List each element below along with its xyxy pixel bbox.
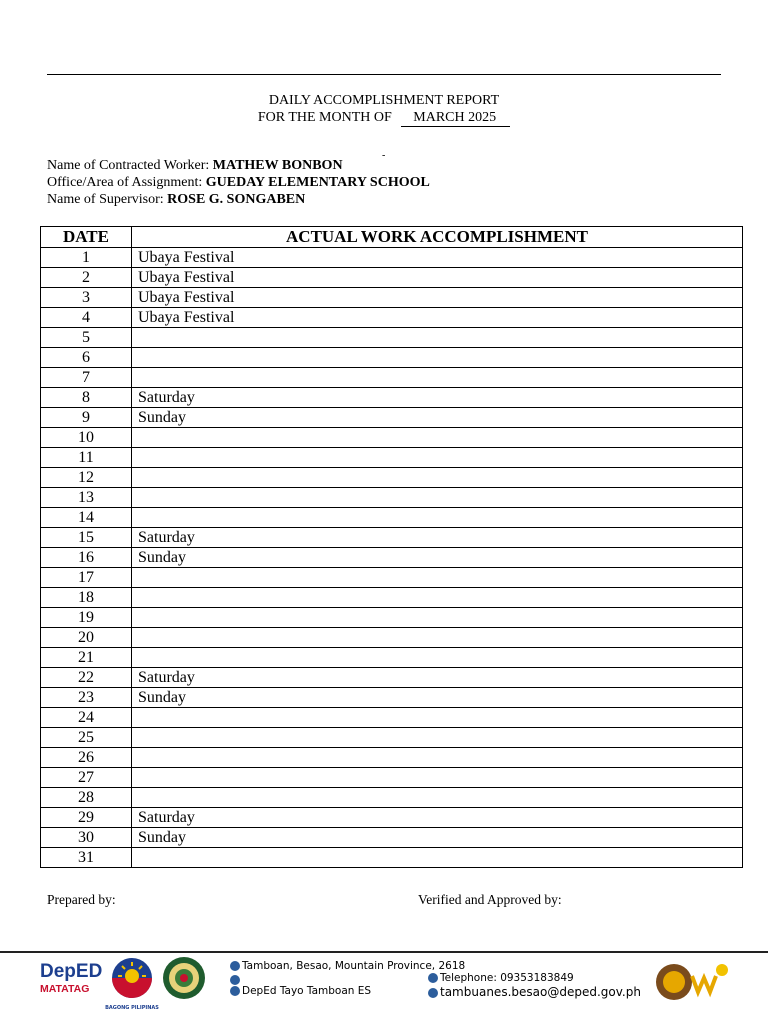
table-row [41, 428, 743, 448]
date-cell: 21 [41, 648, 132, 668]
email-line [428, 985, 641, 999]
work-cell [132, 588, 743, 608]
date-cell: 8 [41, 388, 132, 408]
table-header-row [41, 227, 743, 248]
table-row [41, 408, 743, 428]
work-cell [132, 708, 743, 728]
date-cell: 28 [41, 788, 132, 808]
month-prefix: FOR THE MONTH OF [257, 110, 392, 125]
table-row [41, 648, 743, 668]
table-row [41, 308, 743, 328]
worker-name: MATHEW BONBON [212, 158, 343, 173]
work-cell [132, 788, 743, 808]
table-row [41, 528, 743, 548]
worker-line [47, 158, 343, 174]
date-cell: 22 [41, 668, 132, 688]
telephone-line [428, 972, 574, 984]
table-row [41, 328, 743, 348]
date-cell: 4 [41, 308, 132, 328]
date-cell: 10 [41, 428, 132, 448]
date-cell: 23 [41, 688, 132, 708]
work-cell [132, 328, 743, 348]
work-cell: Saturday [132, 808, 743, 828]
work-cell [132, 608, 743, 628]
email-icon [428, 988, 438, 998]
table-row [41, 768, 743, 788]
work-cell: Sunday [132, 828, 743, 848]
table-row [41, 788, 743, 808]
date-cell: 16 [41, 548, 132, 568]
footer-rule [0, 951, 768, 953]
work-cell: Ubaya Festival [132, 248, 743, 268]
work-cell [132, 488, 743, 508]
work-cell [132, 728, 743, 748]
table-row [41, 348, 743, 368]
date-cell: 17 [41, 568, 132, 588]
date-cell: 18 [41, 588, 132, 608]
table-row [41, 808, 743, 828]
table-row [41, 508, 743, 528]
office-name: GUEDAY ELEMENTARY SCHOOL [205, 175, 430, 190]
date-cell: 20 [41, 628, 132, 648]
work-cell [132, 468, 743, 488]
work-cell: Sunday [132, 408, 743, 428]
table-row [41, 568, 743, 588]
facebook-text: DepEd Tayo Tamboan ES [242, 985, 372, 997]
table-row [41, 288, 743, 308]
date-cell: 25 [41, 728, 132, 748]
bagong-pilipinas-logo [104, 956, 160, 1011]
work-cell [132, 768, 743, 788]
month-line [0, 110, 768, 127]
top-rule [47, 74, 721, 75]
office-line [47, 175, 430, 191]
work-cell [132, 628, 743, 648]
work-cell: Saturday [132, 388, 743, 408]
deped-seal-logo [162, 956, 206, 1005]
gaws-emblem [652, 958, 732, 1004]
table-row [41, 548, 743, 568]
matatag-text: MATATAG [40, 983, 90, 995]
table-row [41, 628, 743, 648]
work-cell [132, 348, 743, 368]
table-row [41, 448, 743, 468]
work-cell [132, 368, 743, 388]
work-cell [132, 568, 743, 588]
date-cell: 14 [41, 508, 132, 528]
verified-by-label: Verified and Approved by: [418, 892, 562, 907]
date-cell: 26 [41, 748, 132, 768]
work-cell: Ubaya Festival [132, 268, 743, 288]
work-column-header: ACTUAL WORK ACCOMPLISHMENT [132, 227, 743, 248]
telephone-text: Telephone: 09353183849 [440, 972, 574, 984]
date-cell: 24 [41, 708, 132, 728]
date-cell: 9 [41, 408, 132, 428]
date-cell: 29 [41, 808, 132, 828]
office-label: Office/Area of Assignment: [47, 175, 203, 190]
email-text: tambuanes.besao@deped.gov.ph [440, 985, 641, 999]
work-cell: Saturday [132, 668, 743, 688]
date-cell: 13 [41, 488, 132, 508]
phone-icon [428, 973, 438, 983]
location-pin-icon [230, 961, 240, 971]
table-row [41, 748, 743, 768]
table-row [41, 488, 743, 508]
table-row [41, 728, 743, 748]
date-cell: 7 [41, 368, 132, 388]
work-cell [132, 448, 743, 468]
web-icon [230, 975, 240, 985]
table-row [41, 668, 743, 688]
supervisor-name: ROSE G. SONGABEN [167, 192, 306, 207]
gaws-logo [652, 958, 732, 1009]
work-cell [132, 648, 743, 668]
date-cell: 1 [41, 248, 132, 268]
date-cell: 31 [41, 848, 132, 868]
date-cell: 6 [41, 348, 132, 368]
table-row [41, 688, 743, 708]
deped-matatag-logo [40, 960, 103, 1008]
table-row [41, 828, 743, 848]
date-cell: 11 [41, 448, 132, 468]
accomplishment-table [40, 226, 743, 868]
work-cell: Saturday [132, 528, 743, 548]
date-cell: 27 [41, 768, 132, 788]
facebook-icon [230, 986, 240, 996]
address-line [230, 960, 465, 972]
table-row [41, 268, 743, 288]
report-title: DAILY ACCOMPLISHMENT REPORT [268, 93, 500, 108]
table-row [41, 588, 743, 608]
work-cell: Ubaya Festival [132, 308, 743, 328]
bagong-pilipinas-text: BAGONG PILIPINAS [105, 1005, 159, 1011]
work-cell [132, 748, 743, 768]
date-cell: 5 [41, 328, 132, 348]
work-cell: Ubaya Festival [132, 288, 743, 308]
table-row [41, 708, 743, 728]
bagong-pilipinas-emblem [104, 956, 160, 1000]
table-row [41, 848, 743, 868]
table-row [41, 248, 743, 268]
date-cell: 3 [41, 288, 132, 308]
facebook-line [230, 985, 371, 997]
date-cell: 30 [41, 828, 132, 848]
table-row [41, 368, 743, 388]
work-cell: Sunday [132, 548, 743, 568]
date-column-header: DATE [41, 227, 132, 248]
table-row [41, 388, 743, 408]
supervisor-line [47, 192, 305, 208]
prepared-by-label: Prepared by: [47, 892, 116, 907]
table-row [41, 468, 743, 488]
stray-dash: - [382, 150, 386, 161]
date-cell: 15 [41, 528, 132, 548]
date-cell: 19 [41, 608, 132, 628]
work-cell [132, 428, 743, 448]
work-cell: Sunday [132, 688, 743, 708]
address-text: Tamboan, Besao, Mountain Province, 2618 [242, 960, 466, 972]
supervisor-label: Name of Supervisor: [47, 192, 164, 207]
work-cell [132, 848, 743, 868]
date-cell: 2 [41, 268, 132, 288]
deped-logo-text: DepED [40, 961, 103, 982]
month-value: MARCH 2025 [401, 110, 510, 127]
date-cell: 12 [41, 468, 132, 488]
work-cell [132, 508, 743, 528]
worker-label: Name of Contracted Worker: [47, 158, 210, 173]
table-row [41, 608, 743, 628]
deped-seal-emblem [162, 956, 206, 1000]
